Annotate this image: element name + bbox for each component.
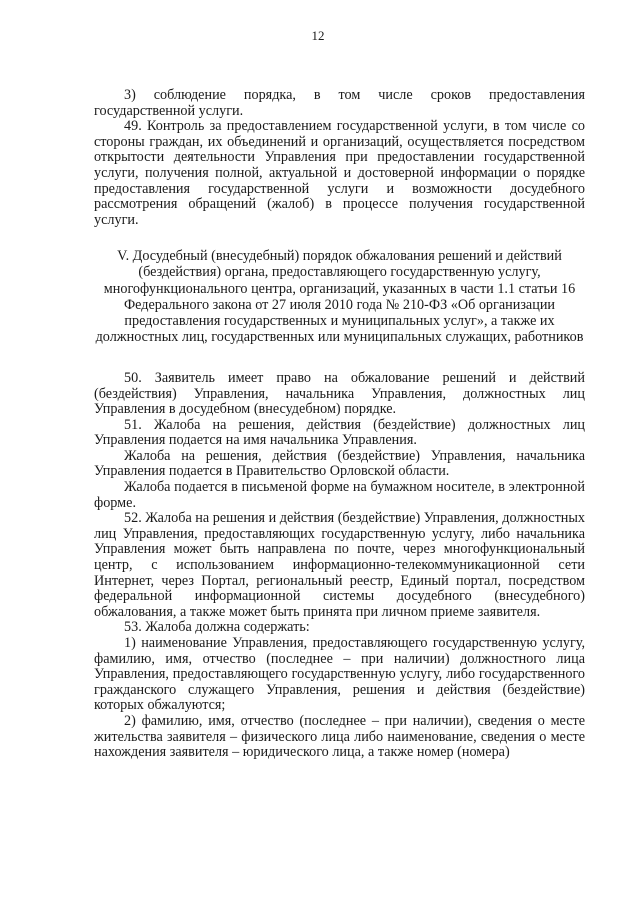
paragraph-50: 50. Заявитель имеет право на обжалование решений и действий (бездействия) Управления, начальника Управления, должностных лиц Управления в досудебном (внесудебном) порядке. (94, 369, 585, 418)
paragraph-53-item-2: 2) фамилию, имя, отчество (последнее – при наличии), сведения о месте жительства заявителя – физического лица либо наименование, сведения о месте нахождения заявителя – юридического лица, а также номер (номера) (94, 712, 585, 761)
paragraph-51-government: Жалоба на решения, действия (бездействие) Управления, начальника Управления подается в Правительство Орловской области. (94, 447, 585, 480)
paragraph-51-form: Жалоба подается в письменой форме на бумажном носителе, в электронной форме. (94, 479, 585, 511)
paragraph-51: 51. Жалоба на решения, действия (бездействие) должностных лиц Управления подается на имя начальника Управления. (94, 416, 585, 449)
page-number: 12 (311, 28, 325, 43)
paragraph-49: 49. Контроль за предоставлением государственной услуги, в том числе со стороны граждан, их объединений и организаций, осуществляется посредством открытости деятельности Управления при предоставлении государственной услуги, получения полной, актуальной и достоверной информации о порядке предоставления государственной услуги и возможности досудебного рассмотрения обращений (жалоб) в процессе получения государственной услуги. (94, 118, 585, 228)
paragraph-53-item-1: 1) наименование Управления, предоставляющего государственную услугу, фамилию, имя, отчество (последнее – при наличии) должностного лица Управления, предоставляющего государственную услугу, либо государственного гражданского служащего Управления, решения и действия (бездействие) которых обжалуются; (94, 635, 585, 714)
document-body (94, 88, 585, 761)
paragraph-53: 53. Жалоба должна содержать: (124, 619, 310, 636)
paragraph-item-3: 3) соблюдение порядка, в том числе сроков предоставления государственной услуги. (94, 87, 585, 119)
paragraph-52: 52. Жалоба на решения и действия (бездействие) Управления, должностных лиц Управления, предоставляющих государственную услугу, либо начальника Управления может быть направлена по почте, через многофункциональный центр, с использованием информационно-телекоммуникационной сети Интернет, через Портал, региональный реестр, Единый портал, посредством федеральной информационной системы досудебного (внесудебного) обжалования, а также может быть принята при личном приеме заявителя. (94, 510, 585, 620)
section-heading: V. Досудебный (внесудебный) порядок обжалования решений и действий (бездействия) органа, предоставляющего государственную услугу, многофункционального центра, организаций, указанных в части 1.1 статьи 16 Федерального закона от 27 июля 2010 года № 210-ФЗ «Об организации предоставления государственных и муниципальных услуг», а также их должностных лиц, государственных или муниципальных служащих, работников (95, 248, 584, 345)
